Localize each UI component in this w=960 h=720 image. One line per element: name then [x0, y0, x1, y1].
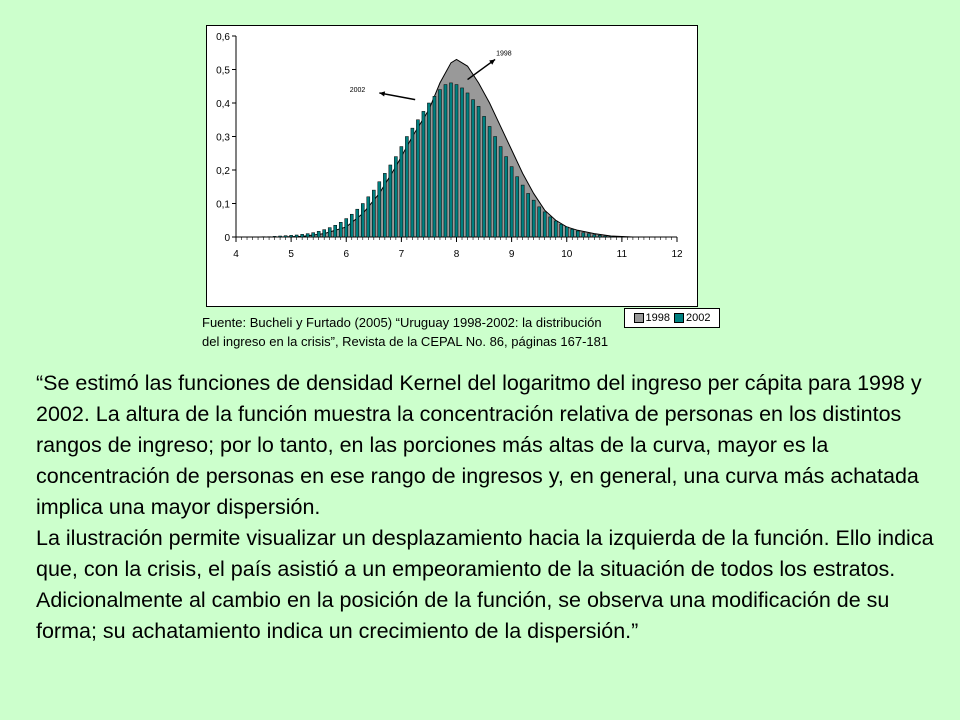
- bar-2002: [427, 103, 430, 237]
- bar-2002: [516, 177, 519, 237]
- bar-2002: [598, 235, 601, 237]
- bar-2002: [472, 100, 475, 237]
- bar-2002: [378, 182, 381, 237]
- paragraph-2: La ilustración permite visualizar un desplazamiento hacia la izquierda de la función. Ello indica que, con la crisis, el país asistió a un empeoramiento de la situación de todos los estratos. Adicionalmente al cambio en la posición de la función, se observa una modificación de su forma; su achatamiento indica un crecimiento de la dispersión.”: [36, 526, 934, 643]
- bar-2002: [587, 234, 590, 237]
- paragraph-1: “Se estimó las funciones de densidad Kernel del logaritmo del ingreso per cápita para 1998 y 2002. La altura de la función muestra la concentración relativa de personas en los distintos rangos de ingreso; por lo tanto, en las porciones más altas de la curva, mayor es la concentración de personas en ese rango de ingresos y, en general, una curva más achatada implica una mayor dispersión.: [36, 371, 922, 519]
- y-tick-label: 0,6: [216, 32, 230, 43]
- bar-2002: [339, 222, 342, 237]
- bar-2002: [571, 229, 574, 237]
- x-tick-label: 11: [616, 249, 628, 260]
- bar-2002: [334, 225, 337, 237]
- bar-2002: [317, 231, 320, 237]
- x-tick-label: 9: [508, 249, 515, 260]
- bar-2002: [328, 228, 331, 237]
- bar-2002: [438, 90, 441, 237]
- source-line-2: del ingreso en la crisis”, Revista de la CEPAL No. 86, páginas 167-181: [202, 334, 609, 349]
- bar-2002: [268, 237, 271, 238]
- bar-2002: [262, 237, 265, 238]
- annotation-arrowhead-2002: [379, 91, 385, 96]
- bar-2002: [593, 235, 596, 237]
- bar-2002: [527, 193, 530, 237]
- x-tick-label: 4: [233, 249, 239, 260]
- bar-2002: [345, 219, 348, 237]
- bar-2002: [615, 237, 618, 238]
- bar-2002: [367, 197, 370, 237]
- annotation-arrow-2002: [379, 93, 415, 100]
- bar-2002: [356, 209, 359, 237]
- x-tick-label: 6: [343, 249, 350, 260]
- x-tick-label: 8: [453, 249, 460, 260]
- bar-2002: [565, 227, 568, 237]
- bar-2002: [554, 221, 557, 237]
- bar-2002: [306, 234, 309, 237]
- bar-2002: [460, 88, 463, 237]
- legend-label-1998: 1998: [645, 312, 670, 324]
- x-tick-label: 7: [398, 249, 405, 260]
- bar-2002: [295, 235, 298, 237]
- bar-2002: [488, 126, 491, 237]
- x-tick-label: 12: [671, 249, 683, 260]
- bar-2002: [372, 190, 375, 237]
- bar-2002: [383, 173, 386, 237]
- bar-2002: [560, 224, 563, 237]
- bar-2002: [521, 185, 524, 237]
- y-tick-label: 0,2: [216, 166, 230, 177]
- y-tick-label: 0,3: [216, 132, 230, 144]
- x-tick-label: 10: [561, 249, 573, 260]
- bar-2002: [543, 212, 546, 237]
- bar-2002: [483, 116, 486, 237]
- bar-2002: [620, 237, 623, 238]
- legend-label-2002: 2002: [686, 312, 711, 324]
- bar-2002: [361, 204, 364, 238]
- bar-2002: [279, 236, 282, 237]
- bar-2002: [455, 85, 458, 237]
- bar-2002: [604, 236, 607, 237]
- x-tick-label: 5: [288, 249, 294, 260]
- y-tick-label: 0: [224, 233, 230, 244]
- bar-2002: [444, 85, 447, 237]
- bar-2002: [394, 157, 397, 237]
- y-tick-label: 0,4: [216, 99, 230, 110]
- bar-2002: [505, 157, 508, 237]
- bar-2002: [499, 147, 502, 237]
- annotation-label-1998: 1998: [496, 50, 512, 58]
- bar-2002: [389, 165, 392, 237]
- y-tick-label: 0,5: [216, 65, 230, 77]
- bar-2002: [510, 167, 513, 237]
- bar-2002: [422, 111, 425, 237]
- bar-2002: [290, 235, 293, 237]
- bar-2002: [549, 217, 552, 237]
- bar-2002: [466, 93, 469, 237]
- bar-2002: [400, 147, 403, 237]
- annotation-label-2002: 2002: [349, 86, 366, 94]
- bar-2002: [538, 207, 541, 237]
- bar-2002: [284, 236, 287, 237]
- bar-2002: [494, 137, 497, 238]
- source-citation: [202, 313, 722, 351]
- bar-2002: [477, 106, 480, 237]
- body-text: [36, 368, 936, 647]
- bar-2002: [576, 231, 579, 237]
- y-tick-label: 0,1: [216, 199, 230, 211]
- bar-2002: [350, 214, 353, 237]
- bar-2002: [273, 236, 276, 237]
- bar-2002: [449, 83, 452, 237]
- bar-2002: [312, 233, 315, 237]
- bar-2002: [582, 233, 585, 237]
- bar-2002: [411, 128, 414, 237]
- bar-2002: [609, 236, 612, 237]
- density-chart: [207, 26, 699, 308]
- bar-2002: [301, 234, 304, 237]
- bar-2002: [323, 230, 326, 237]
- bar-2002: [433, 96, 436, 237]
- bar-2002: [532, 200, 535, 237]
- source-line-1: Fuente: Bucheli y Furtado (2005) “Uruguay 1998-2002: la distribución: [202, 315, 602, 330]
- bar-2002: [405, 137, 408, 238]
- bar-2002: [416, 120, 419, 237]
